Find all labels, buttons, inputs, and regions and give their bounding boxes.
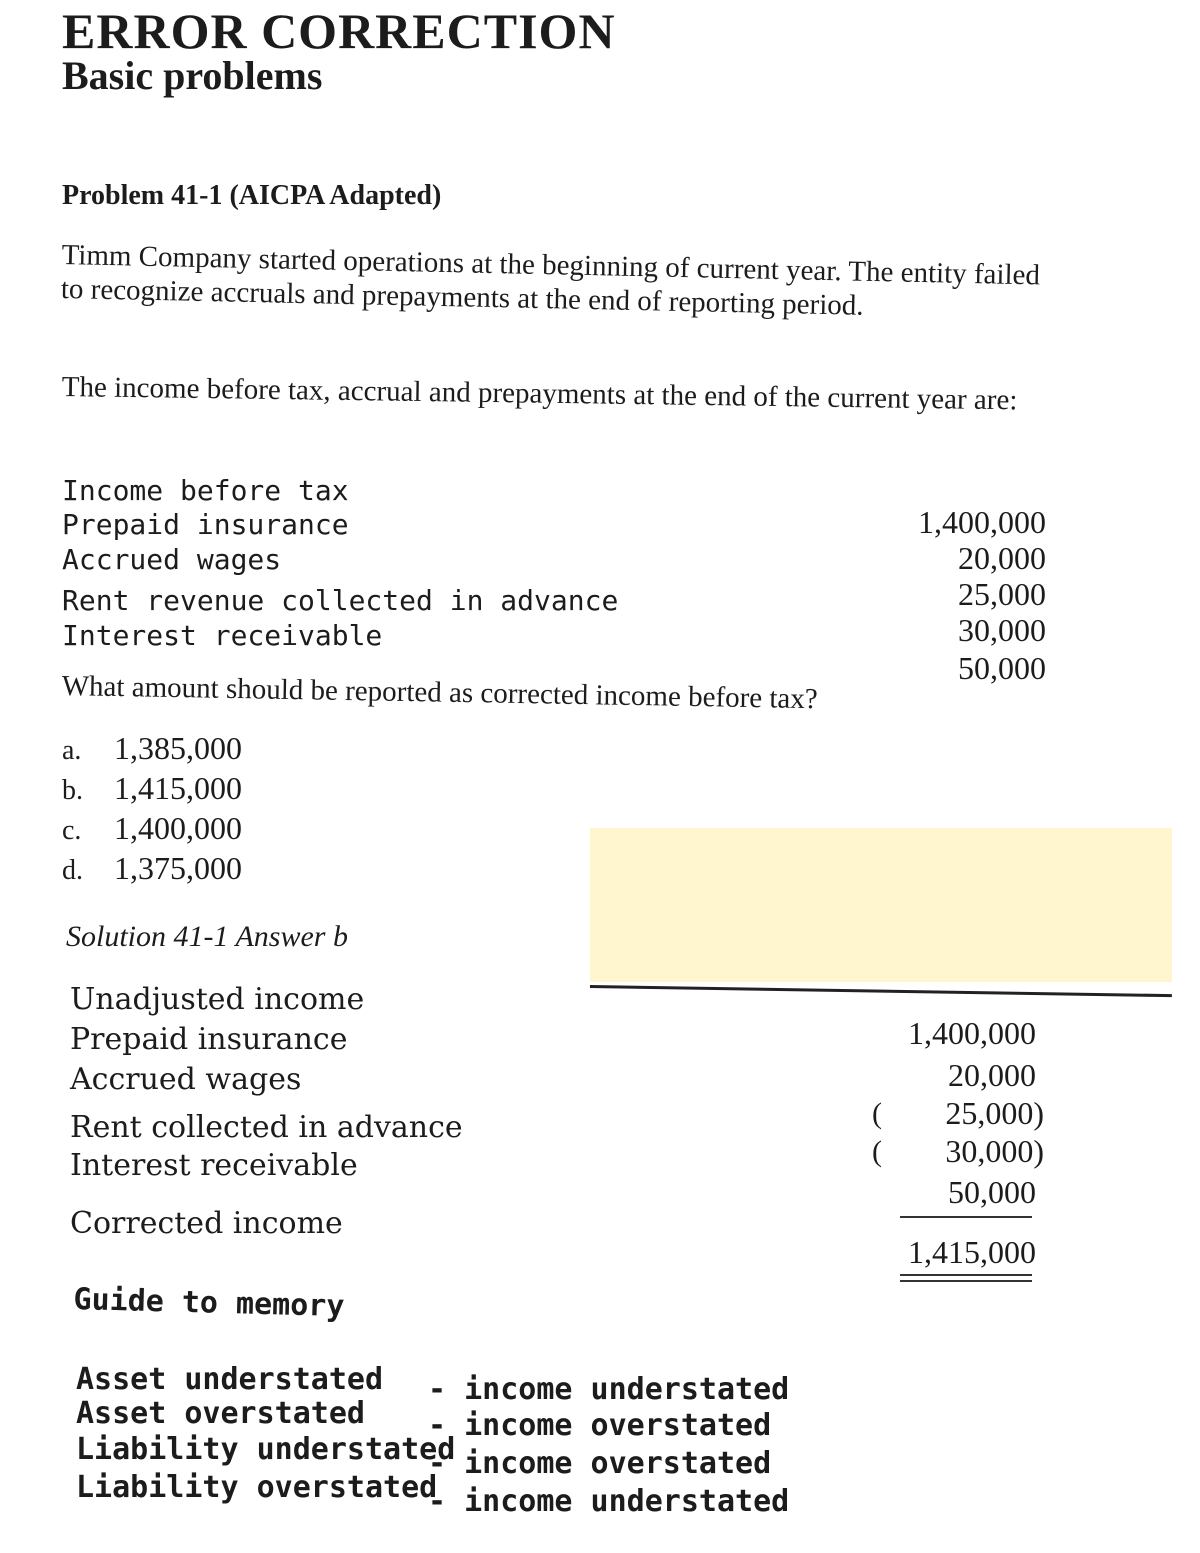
choice-letter: a.	[62, 735, 82, 766]
solution-row-label: Prepaid insurance	[70, 1022, 348, 1057]
problem-title: Problem 41-1 (AICPA Adapted)	[62, 180, 442, 211]
highlight-box	[590, 828, 1172, 982]
guide-left: Liability understated	[76, 1432, 456, 1467]
guide-left: Asset overstated	[76, 1396, 365, 1431]
solution-title: Solution 41-1 Answer b	[66, 920, 348, 953]
choice-value: 1,385,000	[114, 730, 242, 766]
item-label: Accrued wages	[62, 543, 282, 576]
section-subtitle: Basic problems	[62, 53, 323, 98]
open-paren: (	[872, 1097, 882, 1130]
solution-row-amount: 20,000	[948, 1057, 1036, 1093]
total-amount: 1,415,000	[908, 1234, 1036, 1270]
item-amount: 25,000	[958, 576, 1046, 612]
guide-title: Guide to memory	[73, 1282, 345, 1325]
choice-letter: b.	[62, 775, 83, 806]
open-paren: (	[872, 1135, 882, 1168]
solution-row-label: Accrued wages	[70, 1062, 302, 1097]
total-double-underline	[900, 1280, 1032, 1282]
guide-right: - income overstated	[428, 1408, 772, 1443]
guide-right: - income understated	[428, 1484, 790, 1519]
solution-row-amount: 1,400,000	[908, 1015, 1036, 1051]
item-label: Interest receivable	[62, 619, 383, 652]
item-amount: 50,000	[958, 650, 1046, 686]
choice-item	[62, 810, 242, 847]
solution-row-amount: 30,000)	[945, 1133, 1044, 1169]
choice-value: 1,375,000	[114, 850, 242, 886]
solution-row-label: Interest receivable	[70, 1148, 358, 1183]
solution-row-label: Rent collected in advance	[70, 1110, 463, 1145]
choice-item	[62, 770, 242, 807]
problem-paragraph-1: Timm Company started operations at the beginning of current year. The entity failed to recognize accruals and prepayments at the end of reporting period.	[60, 238, 1041, 322]
choice-value: 1,400,000	[114, 810, 242, 846]
solution-row-amount: 25,000)	[945, 1095, 1044, 1131]
item-amount: 1,400,000	[918, 504, 1046, 540]
total-double-underline	[900, 1274, 1032, 1276]
guide-right: - income understated	[428, 1372, 790, 1407]
divider-rule	[590, 985, 1172, 997]
problem-question: What amount should be reported as corrected income before tax?	[61, 670, 818, 716]
guide-left: Liability overstated	[76, 1470, 438, 1505]
guide-left: Asset understated	[76, 1362, 384, 1397]
item-amount: 30,000	[958, 612, 1046, 648]
guide-right: - income overstated	[428, 1446, 772, 1481]
choice-item	[62, 850, 242, 887]
item-amount: 20,000	[958, 540, 1046, 576]
item-label: Rent revenue collected in advance	[62, 584, 619, 617]
choice-letter: c.	[62, 815, 82, 846]
choice-letter: d.	[62, 855, 83, 886]
item-label: Prepaid insurance	[62, 508, 349, 541]
total-label: Corrected income	[70, 1206, 343, 1241]
chapter-title: ERROR CORRECTION	[62, 3, 616, 59]
subtotal-underline	[900, 1216, 1032, 1218]
choice-item	[62, 730, 242, 767]
solution-row-label: Unadjusted income	[70, 982, 365, 1017]
item-label: Income before tax	[62, 474, 349, 507]
choice-value: 1,415,000	[114, 770, 242, 806]
problem-paragraph-2: The income before tax, accrual and prepayments at the end of the current year are:	[61, 370, 1018, 417]
solution-row-amount: 50,000	[948, 1174, 1036, 1210]
